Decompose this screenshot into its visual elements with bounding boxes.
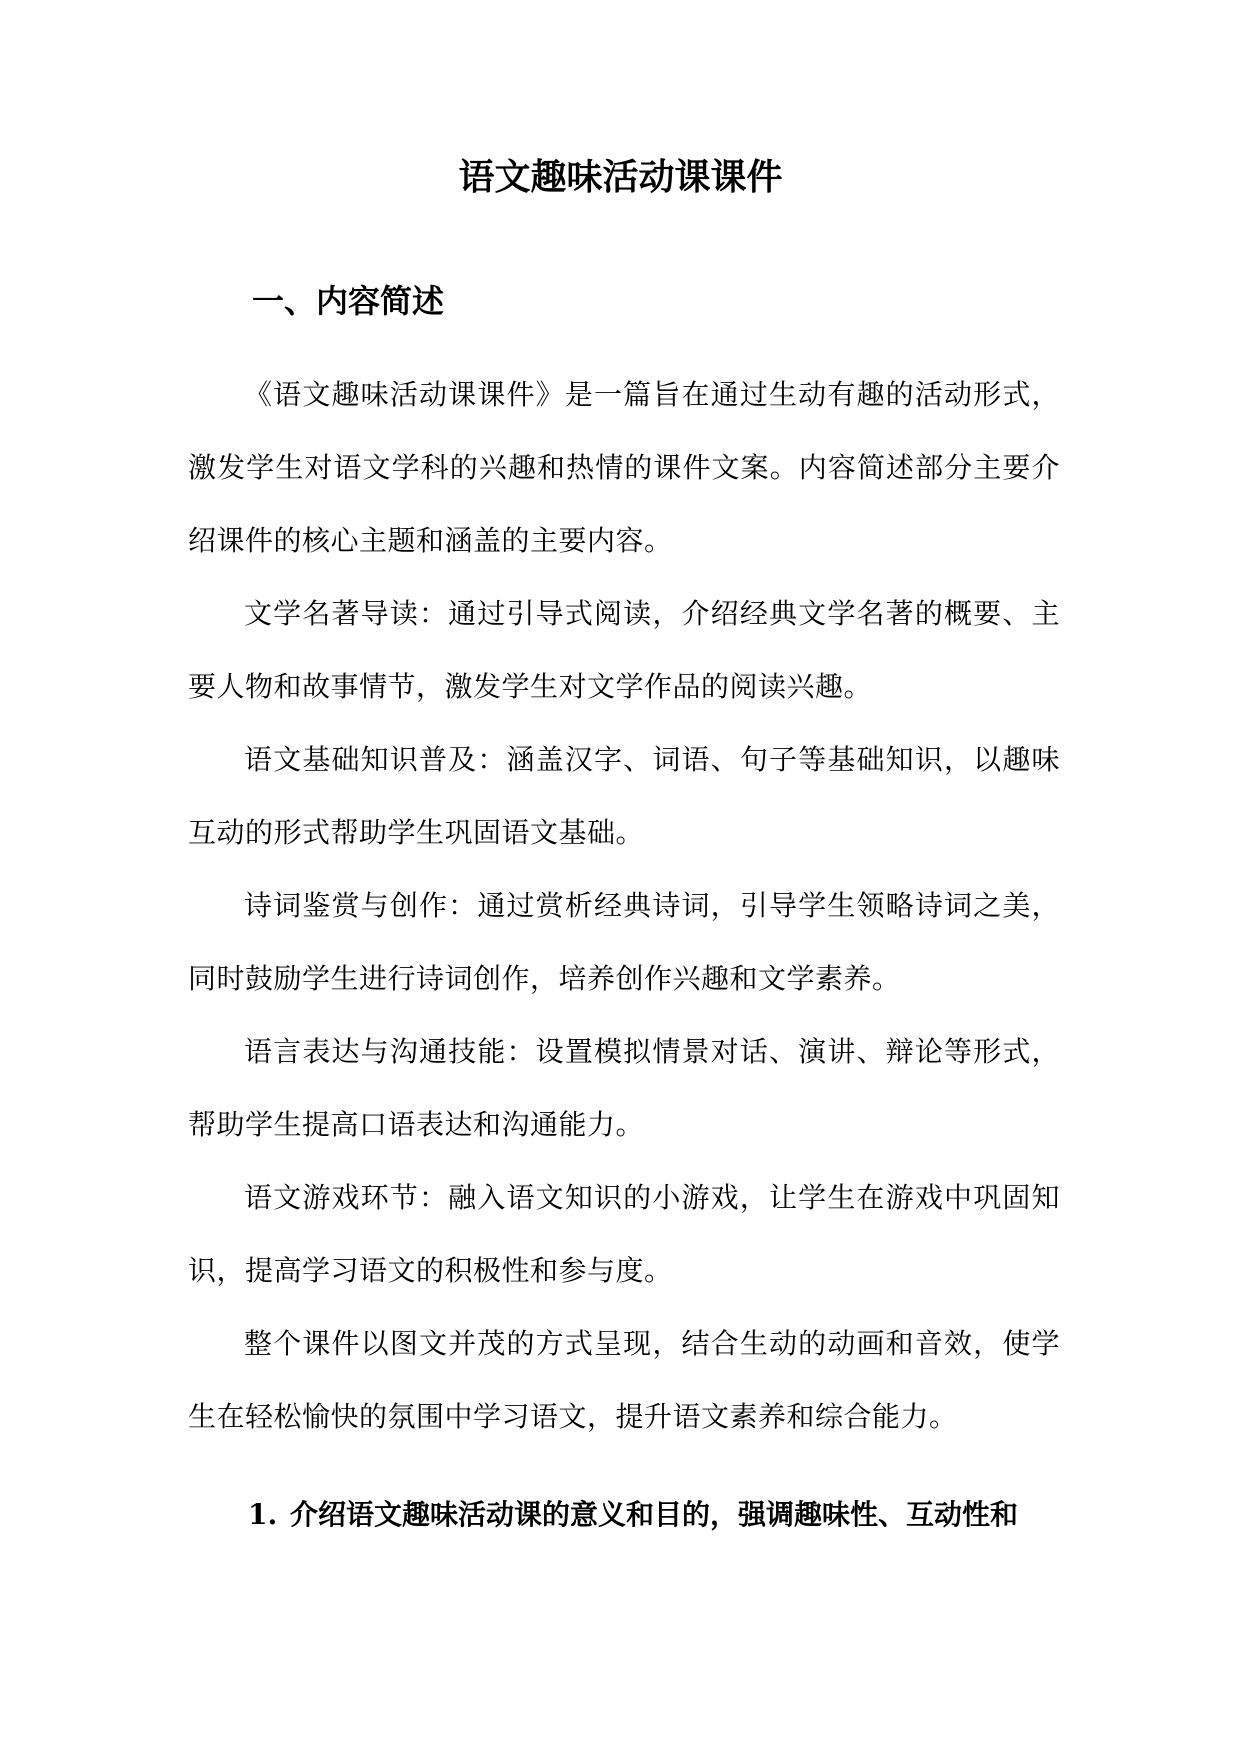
paragraph-games: 语文游戏环节：融入语文知识的小游戏，让学生在游戏中巩固知识，提高学习语文的积极性和参与度。	[188, 1181, 1060, 1287]
paragraph-poetry: 诗词鉴赏与创作：通过赏析经典诗词，引导学生领略诗词之美，同时鼓励学生进行诗词创作，培养创作兴趣和文学素养。	[188, 889, 1060, 995]
list-item-number: 1.	[248, 1498, 278, 1531]
paragraph-literature: 文学名著导读：通过引导式阅读，介绍经典文学名著的概要、主要人物和故事情节，激发学生对文学作品的阅读兴趣。	[188, 597, 1060, 703]
section-heading: 一、内容简述	[252, 282, 445, 320]
list-item-text: 介绍语文趣味活动课的意义和目的，强调趣味性、互动性和	[290, 1498, 1019, 1531]
numbered-list-item	[248, 1490, 1068, 1540]
body-text	[188, 358, 1060, 1453]
paragraph-summary: 整个课件以图文并茂的方式呈现，结合生动的动画和音效，使学生在轻松愉快的氛围中学习语文，提升语文素养和综合能力。	[188, 1327, 1060, 1433]
document-title: 语文趣味活动课课件	[458, 156, 783, 198]
paragraph-intro: 《语文趣味活动课课件》是一篇旨在通过生动有趣的活动形式，激发学生对语文学科的兴趣和热情的课件文案。内容简述部分主要介绍课件的核心主题和涵盖的主要内容。	[188, 378, 1060, 557]
paragraph-expression: 语言表达与沟通技能：设置模拟情景对话、演讲、辩论等形式，帮助学生提高口语表达和沟通能力。	[188, 1035, 1060, 1141]
paragraph-basics: 语文基础知识普及：涵盖汉字、词语、句子等基础知识，以趣味互动的形式帮助学生巩固语文基础。	[188, 743, 1060, 849]
